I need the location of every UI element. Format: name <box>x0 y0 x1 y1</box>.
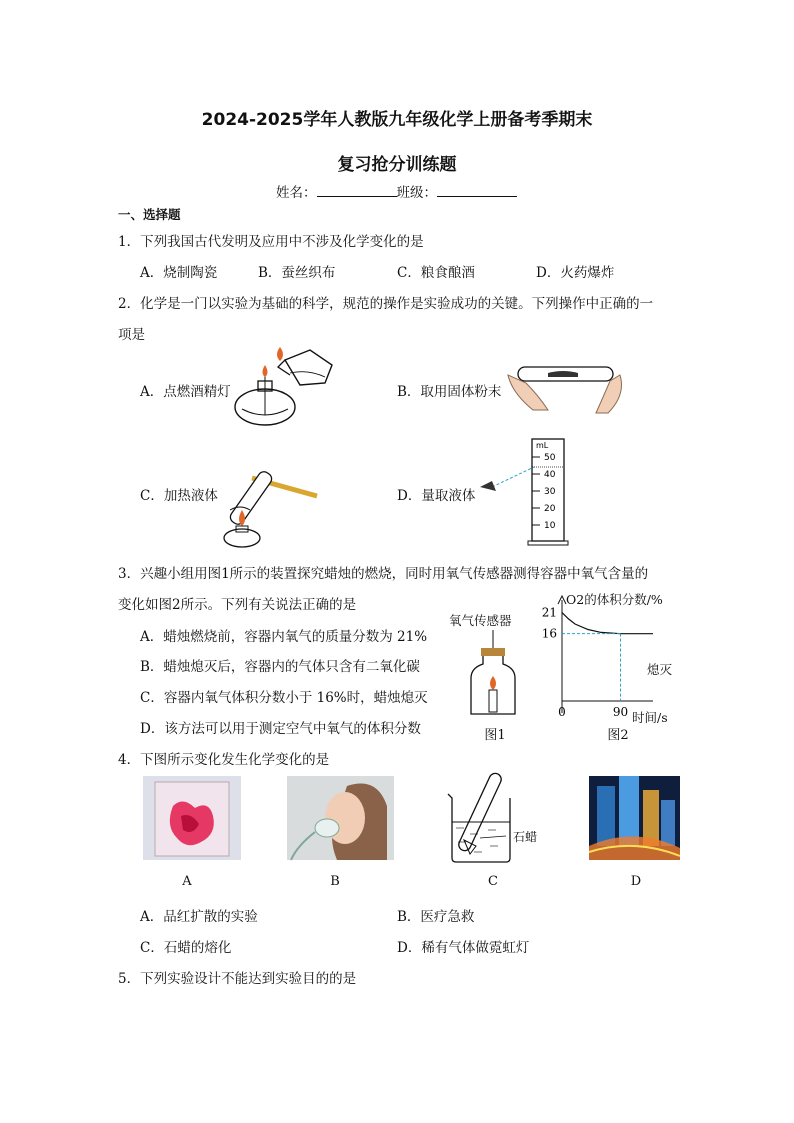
q1-stem: 1．下列我国古代发明及应用中不涉及化学变化的是 <box>118 234 424 250</box>
cylinder-unit: mL <box>536 441 549 450</box>
cylinder-tick-label: 20 <box>544 504 556 514</box>
cylinder-tick-label: 10 <box>544 521 556 531</box>
class-blank[interactable] <box>437 184 517 197</box>
y-axis-label: O2的体积分数/% <box>566 592 663 607</box>
q3-stem-line1: 3．兴趣小组用图1所示的装置探究蜡烛的燃烧，同时用氧气传感器测得容器中氧气含量的 <box>118 566 649 582</box>
q3-option-d[interactable]: D．该方法可以用于测定空气中氧气的体积分数 <box>140 721 421 737</box>
q2-stem-line2: 项是 <box>118 327 145 343</box>
q1-option-d[interactable]: D．火药爆炸 <box>536 265 615 281</box>
q2-stem-line1: 2．化学是一门以实验为基础的科学，规范的操作是实验成功的关键。下列操作中正确的一 <box>118 296 654 312</box>
neon-city-image <box>589 776 680 860</box>
class-label: 班级： <box>396 185 437 201</box>
extinguish-annotation: 熄灭 <box>647 662 673 677</box>
q2-option-b[interactable]: B．取用固体粉末 <box>397 384 502 400</box>
q4-label-a: A <box>182 874 192 889</box>
q4-label-d: D <box>630 874 642 889</box>
q4-option-c[interactable]: C．石蜡的熔化 <box>140 940 232 956</box>
q4-label-b: B <box>330 874 340 889</box>
page-title-line2: 复习抢分训练题 <box>337 155 457 175</box>
q4-option-d[interactable]: D．稀有气体做霓虹灯 <box>397 940 530 956</box>
name-class-row <box>276 181 517 201</box>
page-title-line1: 2024-2025学年人教版九年级化学上册备考季期末 <box>201 110 593 130</box>
y-tick-label: 21 <box>541 605 557 620</box>
oxygen-mask-image <box>287 776 394 860</box>
name-blank[interactable] <box>317 184 397 197</box>
fig2-caption: 图2 <box>607 728 629 743</box>
beaker-ink-image <box>143 776 241 860</box>
q4-label-c: C <box>488 874 498 889</box>
fig1-caption: 图1 <box>484 728 506 743</box>
x-tick-label: 0 <box>558 705 566 719</box>
cylinder-tick-label: 30 <box>544 487 556 497</box>
y-tick-label: 16 <box>541 626 557 641</box>
q3-option-b[interactable]: B．蜡烛熄灭后，容器内的气体只含有二氧化碳 <box>140 659 420 675</box>
cylinder-tick-label: 50 <box>544 453 556 463</box>
q1-option-a[interactable]: A．烧制陶瓷 <box>140 265 218 281</box>
bottle-candle-illustration <box>465 630 525 720</box>
q2-option-a[interactable]: A．点燃酒精灯 <box>140 384 231 400</box>
cylinder-tick-label: 40 <box>544 470 556 480</box>
heating-liquid-illustration <box>222 438 322 548</box>
oxygen-series-line <box>562 613 653 634</box>
eye-icon <box>480 481 496 491</box>
paraffin-melting-illustration <box>446 770 546 865</box>
q1-option-c[interactable]: C．粮食酿酒 <box>397 265 475 281</box>
x-axis-label: 时间/s <box>632 710 668 725</box>
x-tick-label: 90 <box>612 705 629 719</box>
q3-stem-line2: 变化如图2所示。下列有关说法正确的是 <box>118 597 357 613</box>
q4-option-b[interactable]: B．医疗急救 <box>397 909 475 925</box>
q2-option-c[interactable]: C．加热液体 <box>140 488 218 504</box>
test-tube-powder-illustration <box>508 355 628 415</box>
q3-option-c[interactable]: C．容器内氧气体积分数小于 16%时，蜡烛熄灭 <box>140 690 428 706</box>
q5-stem: 5．下列实验设计不能达到实验目的的是 <box>118 971 357 987</box>
alcohol-lamp-lighting-illustration <box>230 345 340 430</box>
q4-stem: 4．下图所示变化发生化学变化的是 <box>118 752 330 768</box>
name-label: 姓名： <box>276 185 317 201</box>
paraffin-label: 石蜡 <box>513 830 538 844</box>
q2-option-d[interactable]: D．量取液体 <box>397 488 476 504</box>
q4-option-a[interactable]: A．品红扩散的实验 <box>140 909 258 925</box>
q3-option-a[interactable]: A．蜡烛燃烧前，容器内氧气的质量分数为 21% <box>140 629 428 645</box>
q1-option-b[interactable]: B．蚕丝织布 <box>258 265 336 281</box>
section-heading: 一、选择题 <box>118 207 181 222</box>
graduated-cylinder-illustration <box>470 437 580 547</box>
sensor-label: 氧气传感器 <box>449 613 512 628</box>
